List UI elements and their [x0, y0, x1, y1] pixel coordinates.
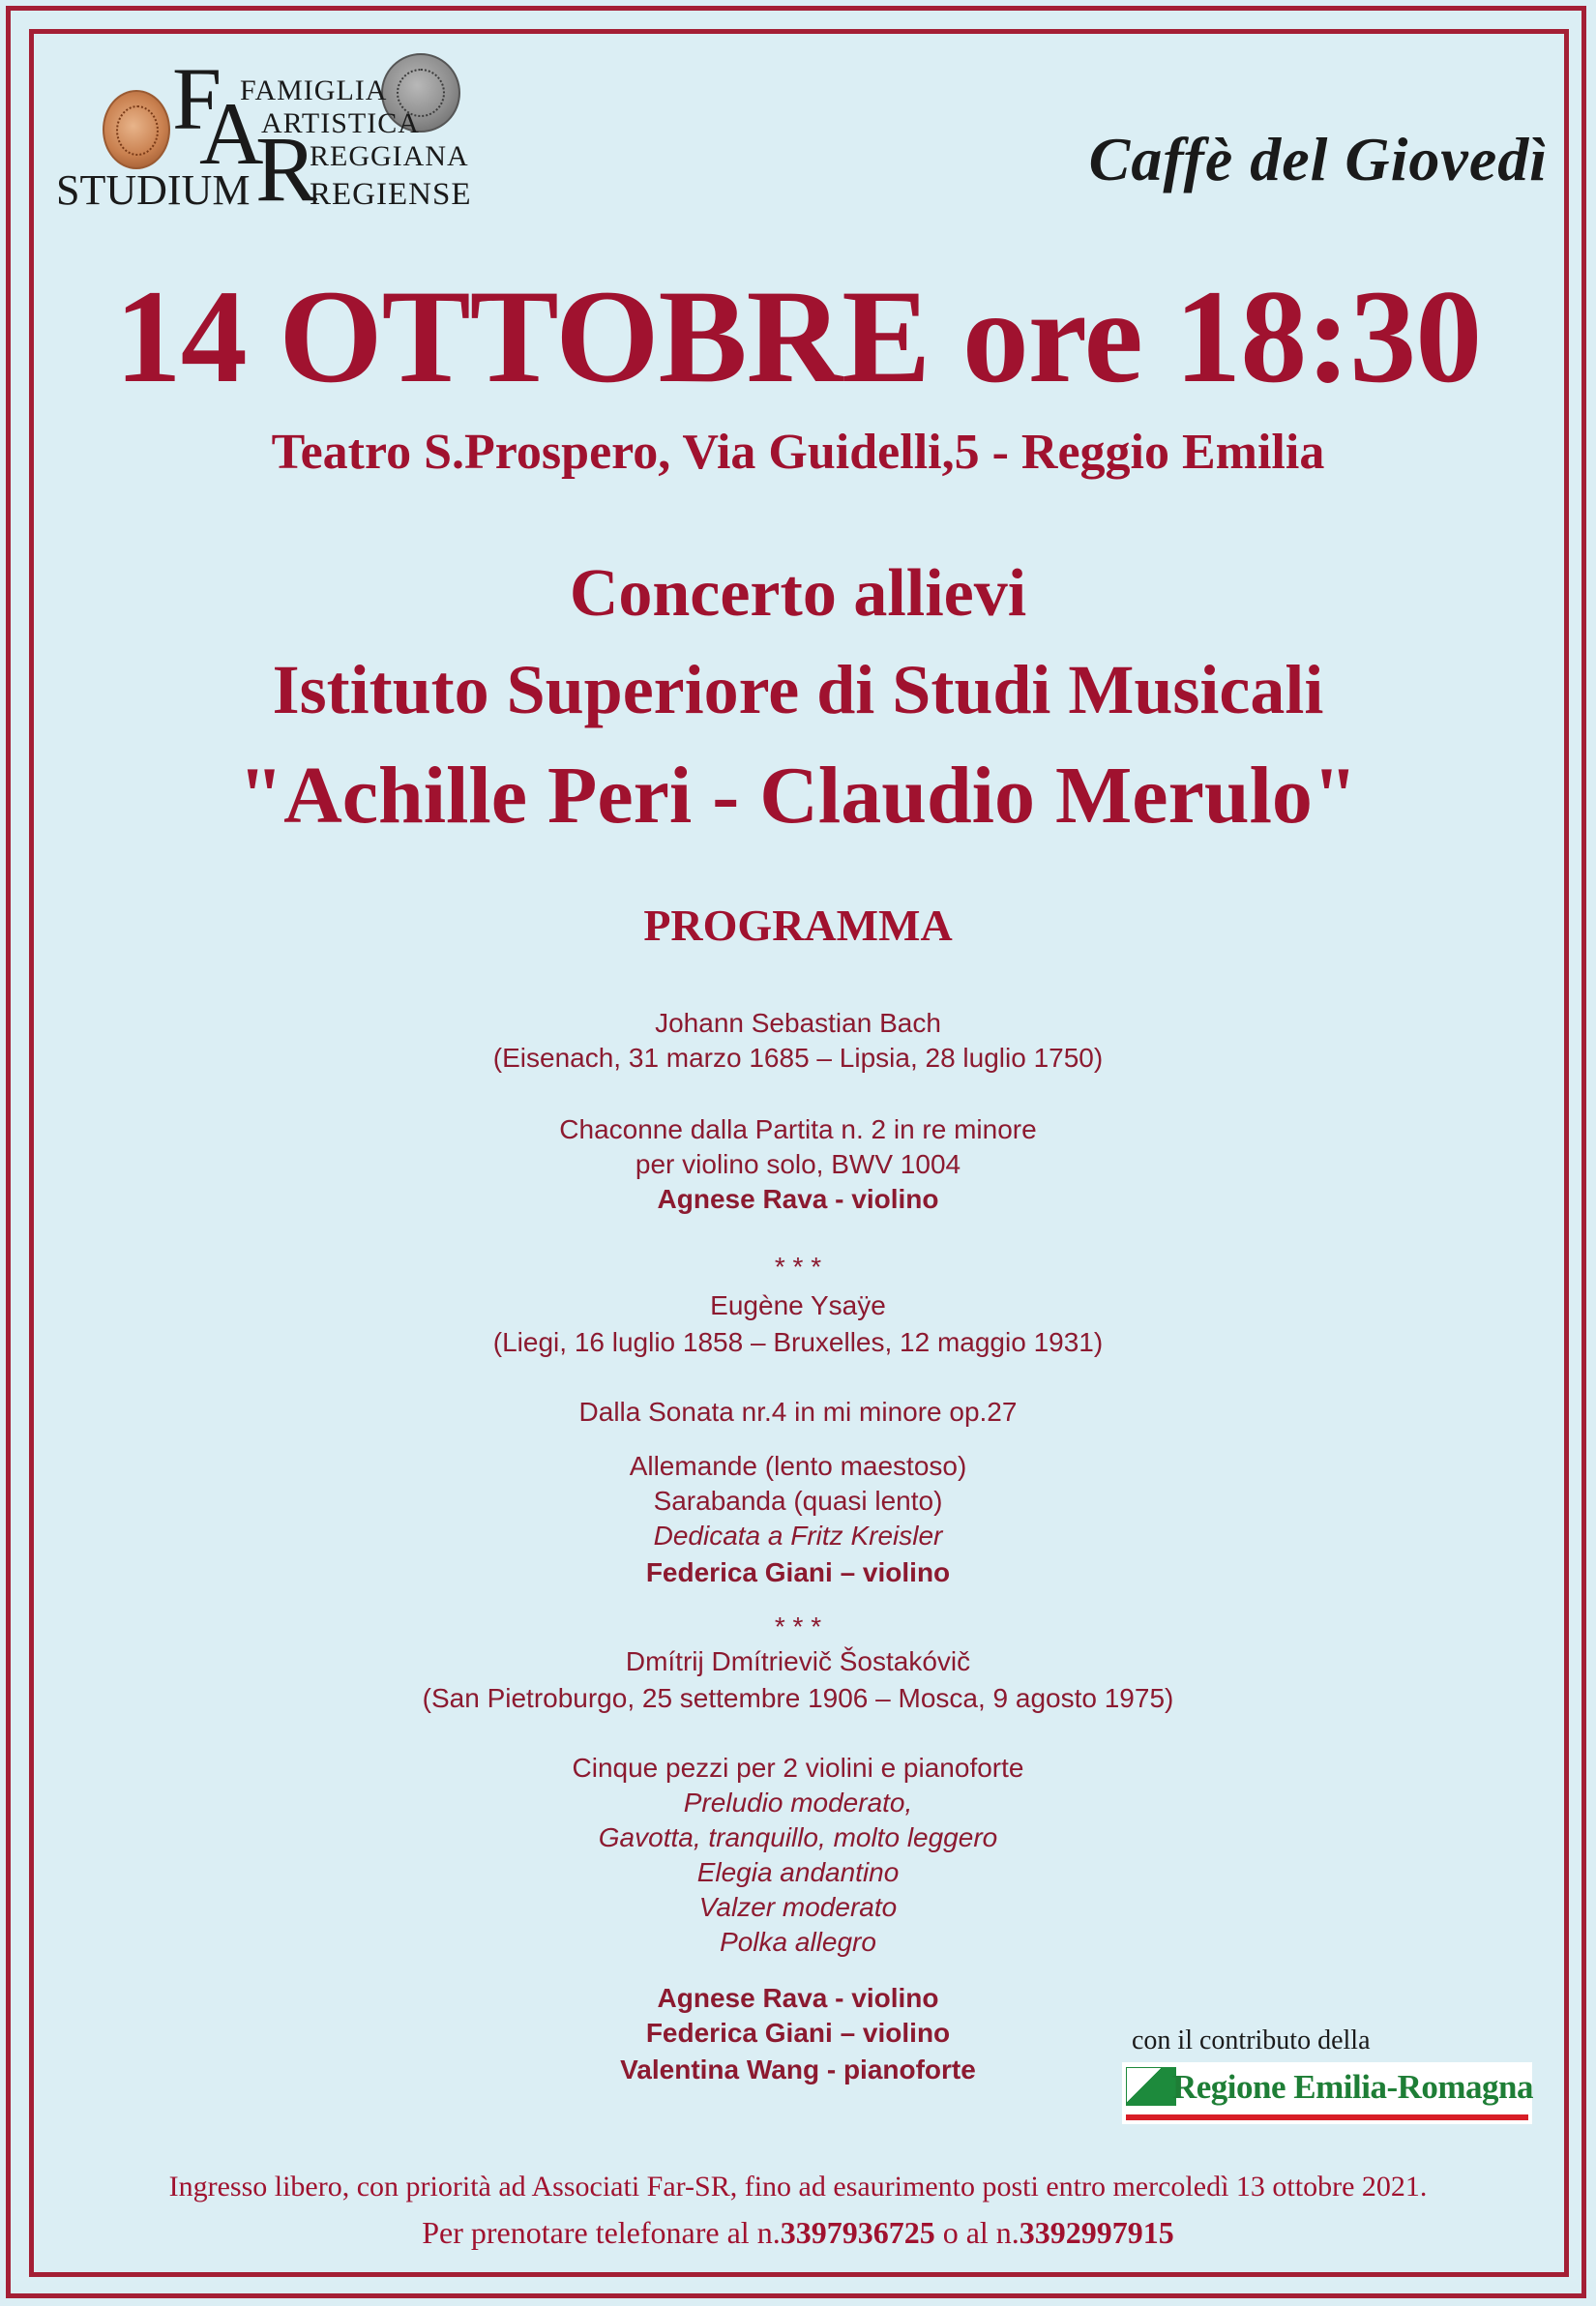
event-institute-name: "Achille Peri - Claudio Merulo" [238, 751, 1358, 841]
region-name: Regione Emilia-Romagna [1172, 2068, 1534, 2106]
logo-regiense: REGIENSE [310, 177, 472, 212]
footer-booking-prefix: Per prenotare telefonare al n. [422, 2215, 781, 2250]
far-logo [56, 49, 491, 221]
logo-monogram-a: A [199, 84, 264, 183]
movement: Elegia andantino [696, 1857, 900, 1887]
event-date-time: 14 OTTOBRE ore 18:30 [114, 262, 1482, 410]
footer-booking [0, 2215, 1596, 2251]
region-bar [1126, 2114, 1528, 2120]
composer-name: Eugène Ysaÿe [710, 1290, 886, 1320]
logo-line1: FAMIGLIA [240, 74, 388, 106]
sponsor-label: con il contributo della [1132, 2025, 1371, 2055]
footer-booking-mid: o al n. [934, 2215, 1020, 2250]
footer-entry-note: Ingresso libero, con priorità ad Associati Far-SR, fino ad esaurimento posti entro mercoledì 13 ottobre 2021. [168, 2171, 1428, 2203]
event-venue: Teatro S.Prospero, Via Guidelli,5 - Reggio Emilia [271, 425, 1325, 480]
composer-dates: (San Pietroburgo, 25 settembre 1906 – Mosca, 9 agosto 1975) [422, 1683, 1174, 1713]
performer: Federica Giani – violino [645, 1557, 951, 1587]
movement: Preludio moderato, [683, 1788, 913, 1818]
work-subtitle: per violino solo, BWV 1004 [635, 1149, 961, 1179]
movement: Sarabanda (quasi lento) [653, 1486, 943, 1516]
programma-heading: PROGRAMMA [643, 901, 953, 950]
separator: * * * [774, 1252, 822, 1282]
movement: Polka allegro [720, 1927, 876, 1957]
composer-dates: (Liegi, 16 luglio 1858 – Bruxelles, 12 maggio 1931) [492, 1327, 1104, 1357]
dedication: Dedicata a Fritz Kreisler [653, 1521, 943, 1551]
performer: Agnese Rava - violino [657, 1184, 939, 1214]
logo-monogram-f: F [172, 49, 222, 148]
logo-line2: ARTISTICA [261, 107, 420, 139]
logo-line3: REGGIANA [310, 140, 469, 172]
movement: Valzer moderato [698, 1892, 898, 1922]
logo-monogram-r: R [255, 117, 318, 221]
work-title: Chaconne dalla Partita n. 2 in re minore [559, 1114, 1037, 1144]
event-title: Concerto allievi [569, 556, 1027, 631]
event-institute: Istituto Superiore di Studi Musicali [272, 651, 1324, 728]
region-logo [1122, 2062, 1532, 2124]
performer: Federica Giani – violino [645, 2018, 951, 2048]
seal-left-icon [103, 90, 170, 169]
separator: * * * [774, 1611, 822, 1641]
region-flag-icon [1126, 2067, 1176, 2106]
performer: Agnese Rava - violino [657, 1983, 939, 2013]
work-title: Dalla Sonata nr.4 in mi minore op.27 [578, 1397, 1018, 1427]
phone-number-1[interactable]: 3397936725 [780, 2215, 935, 2250]
phone-number-2[interactable]: 3392997915 [1019, 2215, 1174, 2250]
work-title: Cinque pezzi per 2 violini e pianoforte [572, 1753, 1024, 1783]
logo-studium: STUDIUM [56, 166, 251, 214]
movement: Gavotta, tranquillo, molto leggero [598, 1822, 998, 1852]
composer-name: Johann Sebastian Bach [655, 1008, 941, 1038]
performer: Valentina Wang - pianoforte [620, 2055, 976, 2084]
series-title: Caffè del Giovedì [1088, 125, 1548, 193]
composer-name: Dmítrij Dmítrievič Šostakóvič [625, 1646, 971, 1676]
composer-dates: (Eisenach, 31 marzo 1685 – Lipsia, 28 luglio 1750) [492, 1043, 1104, 1073]
movement: Allemande (lento maestoso) [629, 1451, 967, 1481]
